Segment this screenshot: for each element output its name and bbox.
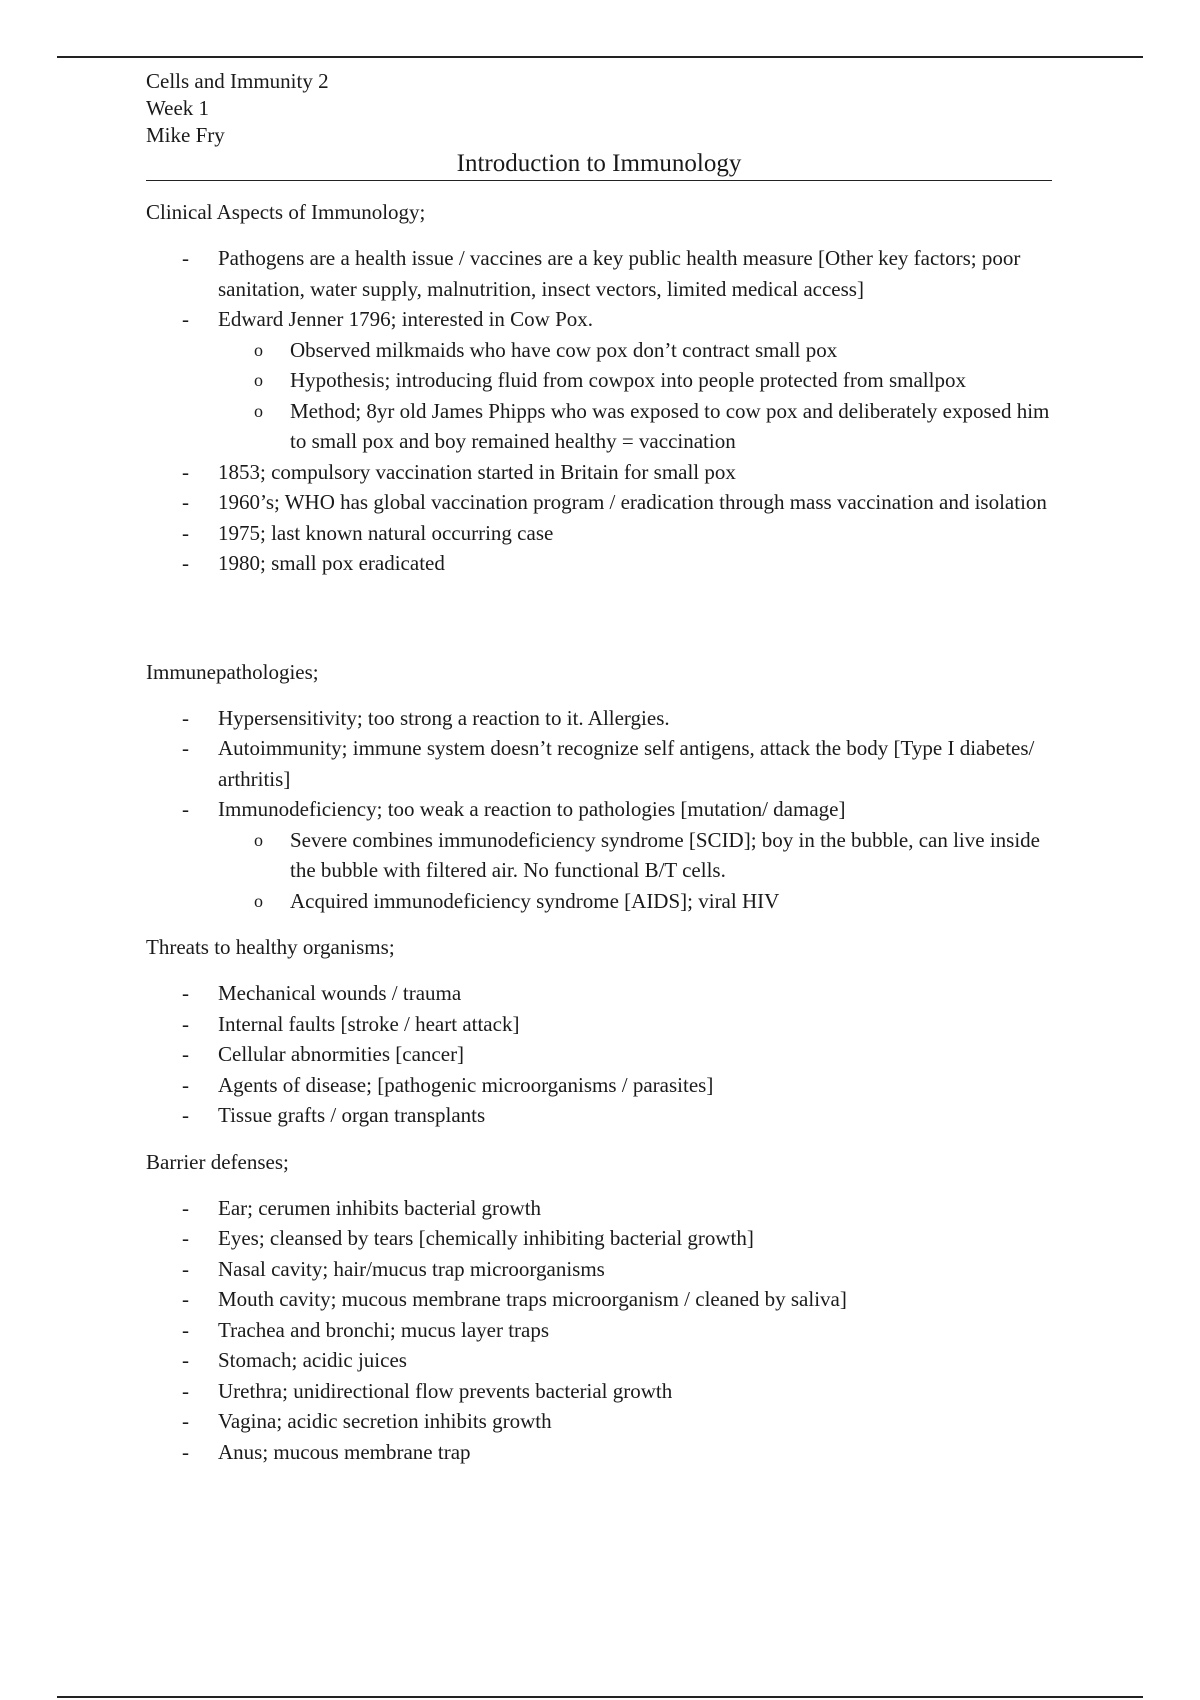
dash-bullet-icon: - xyxy=(182,307,189,331)
sub-list-item xyxy=(146,886,1052,917)
list-item xyxy=(146,1070,1052,1101)
section-heading: Barrier defenses; xyxy=(146,1149,289,1174)
sub-list-item xyxy=(146,396,1052,457)
dash-bullet-icon: - xyxy=(182,551,189,575)
list-item-text: Stomach; acidic juices xyxy=(218,1348,407,1372)
list-item xyxy=(146,1009,1052,1040)
bullet-list xyxy=(146,1193,1052,1468)
author-name: Mike Fry xyxy=(146,123,225,147)
list-item-text: Edward Jenner 1796; interested in Cow Pox. xyxy=(218,307,594,331)
dash-bullet-icon: - xyxy=(182,1103,189,1127)
list-item-text: Trachea and bronchi; mucus layer traps xyxy=(218,1317,550,1342)
dash-bullet-icon: - xyxy=(182,705,189,730)
dash-bullet-icon: - xyxy=(182,1287,189,1311)
course-name: Cells and Immunity 2 xyxy=(146,69,329,93)
dash-bullet-icon: - xyxy=(182,736,189,760)
bottom-rule xyxy=(57,1696,1143,1698)
list-item-text: Internal faults [stroke / heart attack] xyxy=(218,1011,520,1036)
list-item-text: Vagina; acidic secretion inhibits growth xyxy=(218,1409,552,1433)
dash-bullet-icon: - xyxy=(182,1072,189,1097)
list-item xyxy=(146,1193,1052,1224)
dash-bullet-icon: - xyxy=(182,1348,189,1372)
list-item-text: 1960’s; WHO has global vaccination program / eradication through mass vaccination and isolation xyxy=(218,490,1047,514)
list-item-text: Ear; cerumen inhibits bacterial growth xyxy=(218,1195,542,1220)
dash-bullet-icon: - xyxy=(182,490,189,514)
dash-bullet-icon: - xyxy=(182,1256,189,1281)
dash-bullet-icon: - xyxy=(182,1011,189,1036)
list-item xyxy=(146,703,1052,734)
list-item-text: Mouth cavity; mucous membrane traps microorganism / cleaned by saliva] xyxy=(218,1287,847,1311)
bullet-list xyxy=(146,243,1052,579)
dash-bullet-icon: - xyxy=(182,459,189,484)
list-item xyxy=(146,1345,1052,1376)
circle-bullet-icon: o xyxy=(254,370,263,390)
list-item xyxy=(146,1315,1052,1346)
list-item xyxy=(146,1223,1052,1254)
dash-bullet-icon: - xyxy=(182,981,189,1005)
circle-bullet-icon: o xyxy=(254,890,263,911)
dash-bullet-icon: - xyxy=(182,1195,189,1220)
section-spacer xyxy=(146,595,1052,657)
list-item xyxy=(146,1406,1052,1437)
list-item xyxy=(146,1437,1052,1468)
dash-bullet-icon: - xyxy=(182,1042,189,1066)
list-item-text: Agents of disease; [pathogenic microorganisms / parasites] xyxy=(218,1072,714,1097)
list-item xyxy=(146,1284,1052,1315)
document-title: Introduction to Immunology xyxy=(146,149,1052,181)
section xyxy=(146,932,1052,1131)
sub-bullet-list xyxy=(218,825,1052,917)
list-item xyxy=(146,794,1052,916)
list-item-text: Eyes; cleansed by tears [chemically inhibiting bacterial growth] xyxy=(218,1226,754,1250)
circle-bullet-icon: o xyxy=(254,400,263,421)
list-item-text: Pathogens are a health issue / vaccines are a key public health measure [Other key factors; poor sanitation, water supply, malnutrition, insect vectors, limited medical access] xyxy=(218,246,1021,301)
sub-list-item-text: Hypothesis; introducing fluid from cowpox into people protected from smallpox xyxy=(290,368,966,392)
list-item xyxy=(146,978,1052,1009)
sub-list-item-text: Acquired immunodeficiency syndrome [AIDS]; viral HIV xyxy=(290,888,780,913)
dash-bullet-icon: - xyxy=(182,520,189,545)
section xyxy=(146,657,1052,917)
sub-list-item-text: Observed milkmaids who have cow pox don’t contract small pox xyxy=(290,337,838,362)
sub-list-item-text: Method; 8yr old James Phipps who was exposed to cow pox and deliberately exposed him to small pox and boy remained healthy = vaccination xyxy=(290,398,1050,453)
list-item xyxy=(146,457,1052,488)
list-item xyxy=(146,1376,1052,1407)
sub-list-item xyxy=(146,335,1052,366)
list-item-text: 1853; compulsory vaccination started in Britain for small pox xyxy=(218,459,736,484)
circle-bullet-icon: o xyxy=(254,339,263,360)
dash-bullet-icon: - xyxy=(182,1439,189,1464)
list-item xyxy=(146,548,1052,579)
section-heading: Immunepathologies; xyxy=(146,659,319,684)
section xyxy=(146,1147,1052,1468)
week-label: Week 1 xyxy=(146,96,210,120)
sub-bullet-list xyxy=(218,335,1052,457)
list-item-text: 1975; last known natural occurring case xyxy=(218,520,554,545)
document-page xyxy=(146,68,1052,1483)
list-item xyxy=(146,243,1052,304)
list-item-text: Urethra; unidirectional flow prevents bacterial growth xyxy=(218,1378,673,1403)
list-item-text: Tissue grafts / organ transplants xyxy=(218,1103,486,1127)
list-item-text: Autoimmunity; immune system doesn’t recognize self antigens, attack the body [Type I diabetes/ arthritis] xyxy=(218,736,1035,791)
list-item-text: 1980; small pox eradicated xyxy=(218,551,445,575)
list-item xyxy=(146,733,1052,794)
list-item-text: Hypersensitivity; too strong a reaction to it. Allergies. xyxy=(218,705,670,730)
dash-bullet-icon: - xyxy=(182,1409,189,1433)
sub-list-item xyxy=(146,825,1052,886)
section-heading: Threats to healthy organisms; xyxy=(146,935,395,959)
dash-bullet-icon: - xyxy=(182,1226,189,1250)
list-item xyxy=(146,304,1052,457)
list-item-text: Nasal cavity; hair/mucus trap microorganisms xyxy=(218,1256,605,1281)
bullet-list xyxy=(146,978,1052,1131)
list-item-text: Immunodeficiency; too weak a reaction to pathologies [mutation/ damage] xyxy=(218,797,846,821)
bullet-list xyxy=(146,703,1052,917)
dash-bullet-icon: - xyxy=(182,246,189,270)
document-body xyxy=(146,197,1052,1467)
circle-bullet-icon: o xyxy=(254,829,263,850)
list-item xyxy=(146,518,1052,549)
list-item xyxy=(146,487,1052,518)
dash-bullet-icon: - xyxy=(182,797,189,821)
list-item xyxy=(146,1254,1052,1285)
section xyxy=(146,197,1052,579)
sub-list-item-text: Severe combines immunodeficiency syndrome [SCID]; boy in the bubble, can live inside the bubble with filtered air. No functional B/T cells. xyxy=(290,827,1040,882)
list-item-text: Anus; mucous membrane trap xyxy=(218,1439,471,1464)
dash-bullet-icon: - xyxy=(182,1317,189,1342)
top-rule xyxy=(57,56,1143,58)
section-heading: Clinical Aspects of Immunology; xyxy=(146,200,426,224)
dash-bullet-icon: - xyxy=(182,1378,189,1403)
list-item-text: Cellular abnormities [cancer] xyxy=(218,1042,465,1066)
list-item xyxy=(146,1039,1052,1070)
list-item xyxy=(146,1100,1052,1131)
sub-list-item xyxy=(146,365,1052,396)
list-item-text: Mechanical wounds / trauma xyxy=(218,981,462,1005)
